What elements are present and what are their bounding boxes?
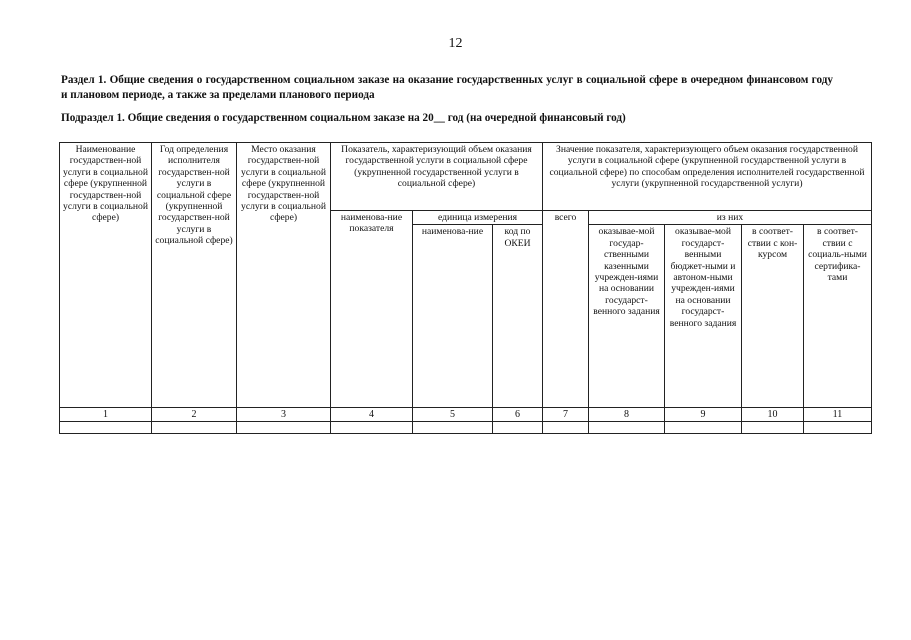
column-number: 8 (589, 408, 665, 422)
table-row (60, 422, 872, 434)
table-cell (589, 422, 665, 434)
column-number: 7 (543, 408, 589, 422)
table-cell (60, 422, 152, 434)
column-number: 5 (413, 408, 493, 422)
column-number: 9 (665, 408, 742, 422)
header-executor-year: Год определения исполнителя государствен-ной услуги в социальной сфере (укрупненной государствен-ной услуги в социальной сфере) (152, 143, 237, 408)
header-indicator-name: наименова-ние показателя (331, 211, 413, 408)
header-of-which: из них (589, 211, 872, 225)
header-state-treasury-institutions: оказывае-мой государ-ственными казенными учрежден-иями на основании государст-венного задания (589, 225, 665, 408)
column-number: 2 (152, 408, 237, 422)
header-service-place: Место оказания государствен-ной услуги в социальной сфере (укрупненной государствен-ной услуги в социальной сфере) (237, 143, 331, 408)
header-total: всего (543, 211, 589, 408)
column-number: 3 (237, 408, 331, 422)
column-number: 10 (742, 408, 804, 422)
header-indicator-group: Показатель, характеризующий объем оказания государственной услуги в социальной сфере (укрупненной государственной услуги в социальной сфере) (331, 143, 543, 211)
header-service-name: Наименование государствен-ной услуги в социальной сфере (укрупненной государствен-ной услуги в социальной сфере) (60, 143, 152, 408)
column-numbers-row (60, 408, 872, 422)
column-number: 6 (493, 408, 543, 422)
column-number: 11 (804, 408, 872, 422)
header-unit-name: наименова-ние (413, 225, 493, 408)
header-budget-autonomous-institutions: оказывае-мой государст-венными бюджет-ными и автоном-ными учрежден-иями на основании государст-венного задания (665, 225, 742, 408)
column-number: 4 (331, 408, 413, 422)
header-value-group: Значение показателя, характеризующего объем оказания государственной услуги в социальной сфере (укрупненной государственной услуги в социальной сфере) по способам определения исполнителей государственной услуги (укрупненной государственной услуги) (543, 143, 872, 211)
column-number: 1 (60, 408, 152, 422)
table-cell (543, 422, 589, 434)
table-cell (804, 422, 872, 434)
page-number: 12 (448, 36, 463, 51)
header-by-social-certificates: в соответ-ствии с социаль-ными сертифика-тами (804, 225, 872, 408)
table-cell (331, 422, 413, 434)
header-unit-group: единица измерения (413, 211, 543, 225)
table-cell (493, 422, 543, 434)
table-cell (413, 422, 493, 434)
table-cell (152, 422, 237, 434)
table-cell (742, 422, 804, 434)
section-title: Раздел 1. Общие сведения о государственном социальном заказе на оказание государственных услуг в социальной сфере в очередном финансовом году и плановом периоде, а также за пределами планового периода (61, 74, 833, 101)
table-cell (665, 422, 742, 434)
subsection-title: Подраздел 1. Общие сведения о государственном социальном заказе на 20__ год (на очередной финансовый год) (61, 112, 626, 124)
social-order-table (59, 142, 872, 434)
header-unit-code: код по ОКЕИ (493, 225, 543, 408)
table-cell (237, 422, 331, 434)
header-by-competition: в соответ-ствии с кон-курсом (742, 225, 804, 408)
